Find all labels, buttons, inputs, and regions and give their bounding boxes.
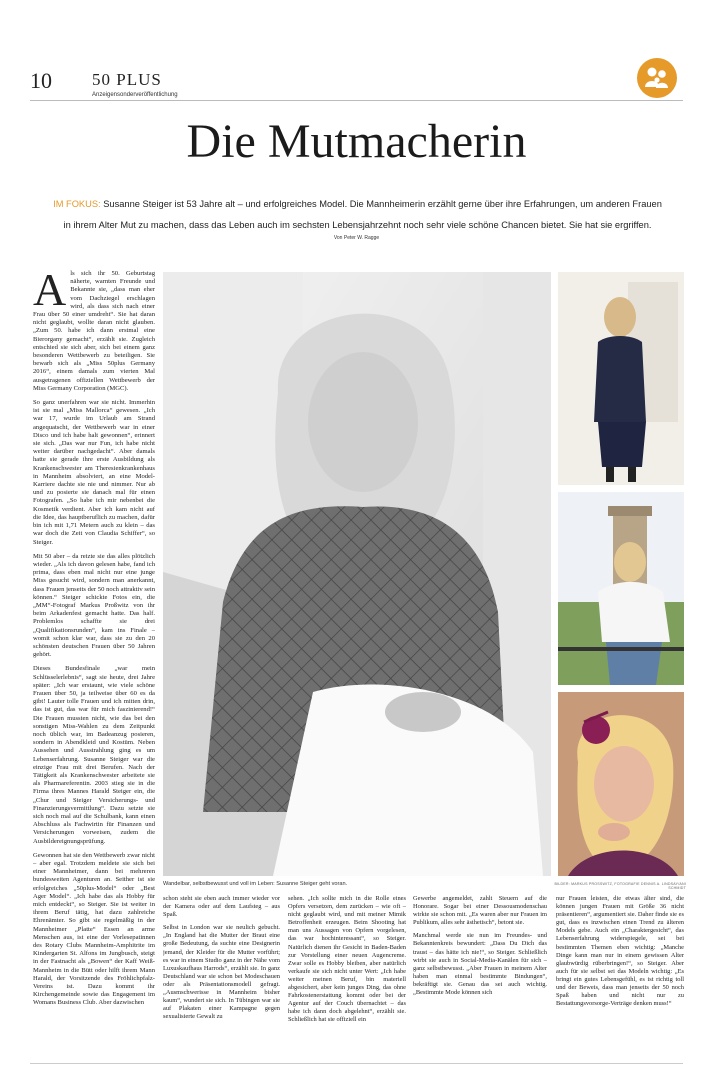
lead-text: Susanne Steiger ist 53 Jahre alt – und erfolgreiches Model. Die Mannheimerin erzählt gerne über ihre Erfahrungen, um anderen Frauen in ihrem Alter Mut zu machen, dass das Leben auch im sechsten Lebensjahrzehnt noch sehr viele schöne Chancen bietet. Sie hat sie ergriffen. (63, 199, 662, 230)
col1-para-5: Gewonnen hat sie den Wettbewerb zwar nicht – aber egal. Trotzdem meldete sie sich bei einer Mannheimer, dann bei mehreren bundesweiten Agenturen an. Seither ist sie erfolgreiches „50plus-Model“ oder „Best Ager Model“. „Ich habe das als Hobby für mich entdeckt“, so Steiger. Sie ist weiter in ihrem Beruf tätig, hat dazu zahlreiche Ehrenämter. So gibt sie regelmäßig in der Mannheimer „Platte“ Essen an arme Menschen aus, ist eine der Vorlesepatinnen des Rotary Clubs Mannheim-Amphitrite im Kindergarten St. Alfons im Jungbusch, steigt in der Fastnacht als „Bowen“ der Kaff Weiß-Mannheim in die Bütt oder hilft ihrem Mann Harald, der Vorsitzende des Fröhlichpfalz-Vereins ist. Dazu kommt ihr Kirchengemeinde sowie das Engagement im Womans Business Club. Aber dazwischen (33, 851, 155, 1007)
col3-para-1: sehen. „Ich sollte mich in die Rolle eines Opfers versetzen, dem zurücken – wie oft – nicht geglaubt wird, und mit meiner Mimik Betroffenheit erzeugen. Beim Shooting hat man uns Aussagen von Opfern vorgelesen, das war hochinteressant“, so Steiger. Natürlich dienen ihr Gesicht in Baden-Baden zur Vorstellung einer neuen Augencreme. Zwar solle es Hobby bleiben, aber natürlich verkaufe sie sich nicht unter Wert: „Ich habe weiter meinen Beruf, bin materiell abgesichert, aber kein junges Ding, das ohne Fahrkostenerstattung kommt oder bei der Agentur auf der Couch übernachtet – das habe ich dann doch abgelehnt“, erzählt sie. Schließlich hat sie offiziell ein (288, 895, 406, 1024)
right-photo-hat (558, 692, 684, 876)
lead-kicker: IM FOKUS: (53, 199, 101, 209)
page-number: 10 (30, 68, 52, 93)
article-column-4 (413, 895, 547, 1063)
main-portrait-photo (163, 272, 551, 876)
article-column-2 (163, 895, 280, 1063)
right-photo-standing (558, 272, 684, 485)
col1-para-4: Dieses Bundesfinale „war mein Schlüsselerlebnis“, sagt sie heute, drei Jahre später: „Ich war erstaunt, wie viele schöne Frauen über 50, ja teilweise über 60 es da gibt! Lauter tolle Frauen und ich mitten drin, das ist gut, das war für mich faszinierend!“ Die Frauen mussten nicht, wie das bei den sonstigen Miss-Wahlen zu dem Zeitpunkt noch üblich war, im Badeanzug posieren, sondern in Abendkleid und Kostüm. Neben Aussehen und Ausstrahlung ging es um Lebenserfahrung. Susanne Steiger war die einzige Frau mit drei Berufen. Nach der Tätigkeit als Krankenschwester arbeitete sie als Pharmareferentin. 2003 stieg sie in die Firma ihres Mannes Harald Steiger ein, die „Chur und Steiger Versicherungs- und Finanzierungsvermittlung“. Dazu setzte sie sich noch mal auf die Schulbank, kann einen Abschluss als Fachwirtin für Finanzen und Versicherungen vorweisen, zudem die Ausbildereignungsprüfung. (33, 665, 155, 845)
main-photo-caption: Wandelbar, selbstbewusst und voll im Leben: Susanne Steiger geht voran. (163, 881, 348, 887)
col5-para-1: nur Frauen leisten, die etwas älter sind, die können jungen Frauen mit Größe 36 nicht präsentieren“, argumentiert sie. Daher finde sie es gut, dass es inzwischen einen Trend zu älteren Models gebe. Auch ein „Charaktergesicht“, das Lebenserfahrung widerspiegele, sei bei bestimmten Themen eben wichtig: „Manche Dinge kann man nur in einem gewissen Alter glaubwürdig rüberbringen!“, so Steiger. Aber auch für sie selbst sei das Modeln wichtig: „Es bringt ein gutes Lebensgefühl, es ist richtig toll und der Beweis, dass man jenseits der 50 noch Spaß haben und nicht nur zu Bestattungsvorsorge-Verträge denken muss!“ (556, 895, 684, 1008)
byline: Von Peter W. Ragge (333, 235, 380, 241)
col1-para-2: So ganz unerfahren war sie nicht. Immerhin ist sie mal „Miss Mallorca“ gewesen. „Ich war 17, wurde im Urlaub am Strand angequatscht, der Wettbewerb war in einer Disco und ich habe halt gewonnen“, erinnert sie sich. „Das war nur Fun, ich habe nicht weiter darüber nachgedacht“. Aber damals hatte sie gerade ihre erste Ausbildung als Krankenschwester am Theresienkrankenhaus in Mannheim absolviert, an eine Model-Karriere dachte sie nie und nimmer. Nur ab und zu posierte sie danach mal für einen Fotografen. „So habe ich mir nebenbei die Kosmetik verdient. Aber ich kam nicht auf die Idee, das hauptberuflich zu machen, dafür bin ich mit 1,71 Metern auch zu klein – das war doch die Zeit von Claudia Schiffer“, so Steiger. (33, 399, 155, 546)
article-title: Die Mutmacherin (186, 115, 527, 168)
header-rule (30, 100, 683, 101)
section-badge (637, 58, 677, 98)
col4-para-2: Manchmal werde sie nun im Freundes- und Bekanntenkreis bewundert: „Dass Du Dich das traust – das hätte ich nie!“, so Steiger. Schließlich wirbt sie auch in Social-Media-Kanälen für sich – ganz selbstbewusst. „Aber Frauen in meinem Alter haben man einmal bestimmte Bindungen“, bekräftigt sie. Genau das sei auch wichtig. „Bestimmte Mode können sich (413, 932, 547, 997)
advertorial-label: Anzeigensonderveröffentlichung (92, 92, 178, 98)
col1-para-1: ls sich ihr 50. Geburtstag näherte, warnten Freunde und Bekannte sie, „dass man eher vom Dachziegel erschlagen wird, als dass sich nach einer Frau über 50 einer umdreht“. Sie hat daran nicht geglaubt, wollte daran nicht glauben. „Zum 50. habe ich dann erstmal eine Bierorgany gemacht“, erzählt sie. Zugleich entschied sie sich aber, sich bei einem ganz besonderen Wettbewerb zu beteiligen. Sie bewarb sich als „Miss 50plus Germany 2016“, einem damals zum vierten Mal ausgetragenen offiziellen Wettbewerb der Miss Germany Corporation (MGC). (33, 270, 155, 392)
article-column-1 (33, 270, 155, 1060)
photo-credit: BILDER: MARKUS PROSSWITZ, FOTOGRAFIE DENNIS A. LINDSAY/ANI SCHMIDT (554, 882, 686, 890)
footer-rule (30, 1063, 683, 1064)
right-photo-water-tower (558, 492, 684, 685)
section-title: 50 PLUS (92, 70, 162, 89)
people-group-icon (637, 58, 677, 98)
article-column-3 (288, 895, 406, 1063)
dropcap: A (33, 270, 67, 315)
article-column-5 (556, 895, 684, 1063)
col2-para-2: Selbst in London war sie neulich gebucht. „In England hat die Mutter der Braut eine große Bedeutung, da suchte eine Designerin jemand, der Kleider für die Mutter vorführt; es war in einem Studio ganz in der Nähe vom Luxuskaufhaus Harrods“, erzählt sie. In ganz Deutschland war sie schon bei Modeschauen oder als Präsentationsmodell gefragt. „Ausmschwerisse in Mannheim bisher kaum“, wundert sie sich. In Tübingen war sie auf Plakaten einer Kampagne gegen sexualisierte Gewalt zu (163, 924, 280, 1021)
col4-para-1: Gewerbe angemeldet, zahlt Steuern auf die Honorare. Sogar bei einer Dessousmodenschau wirkte sie schon mit. „Es waren aber nur Frauen im Publikum, alles sehr ästhetisch“, betont sie. (413, 895, 547, 927)
col1-para-3: Mit 50 aber – da reizte sie das alles plötzlich wieder. „Als ich davon gelesen habe, fand ich prima, dass eben mal nicht nur eine junge Miss gesucht wird, sondern man anerkannt, dass Frauen jenseits der 50 noch attraktiv sein können.“ Steiger schickte Fotos ein, die „MM“-Fotograf Markus Proßwitz von ihr beim Arkadenfest gemacht hatte. Das half. Problemlos schaffte sie drei „Qualifikationsrunden“, kam ins Finale – womit schon klar war, dass sie zu den 20 schönsten deutschen Frauen über 50 Jahren gehört. (33, 552, 155, 659)
col2-para-1: schon steht sie eben auch immer wieder vor der Kamera oder auf dem Laufsteg – aus Spaß. (163, 895, 280, 919)
article-lead (50, 194, 665, 236)
